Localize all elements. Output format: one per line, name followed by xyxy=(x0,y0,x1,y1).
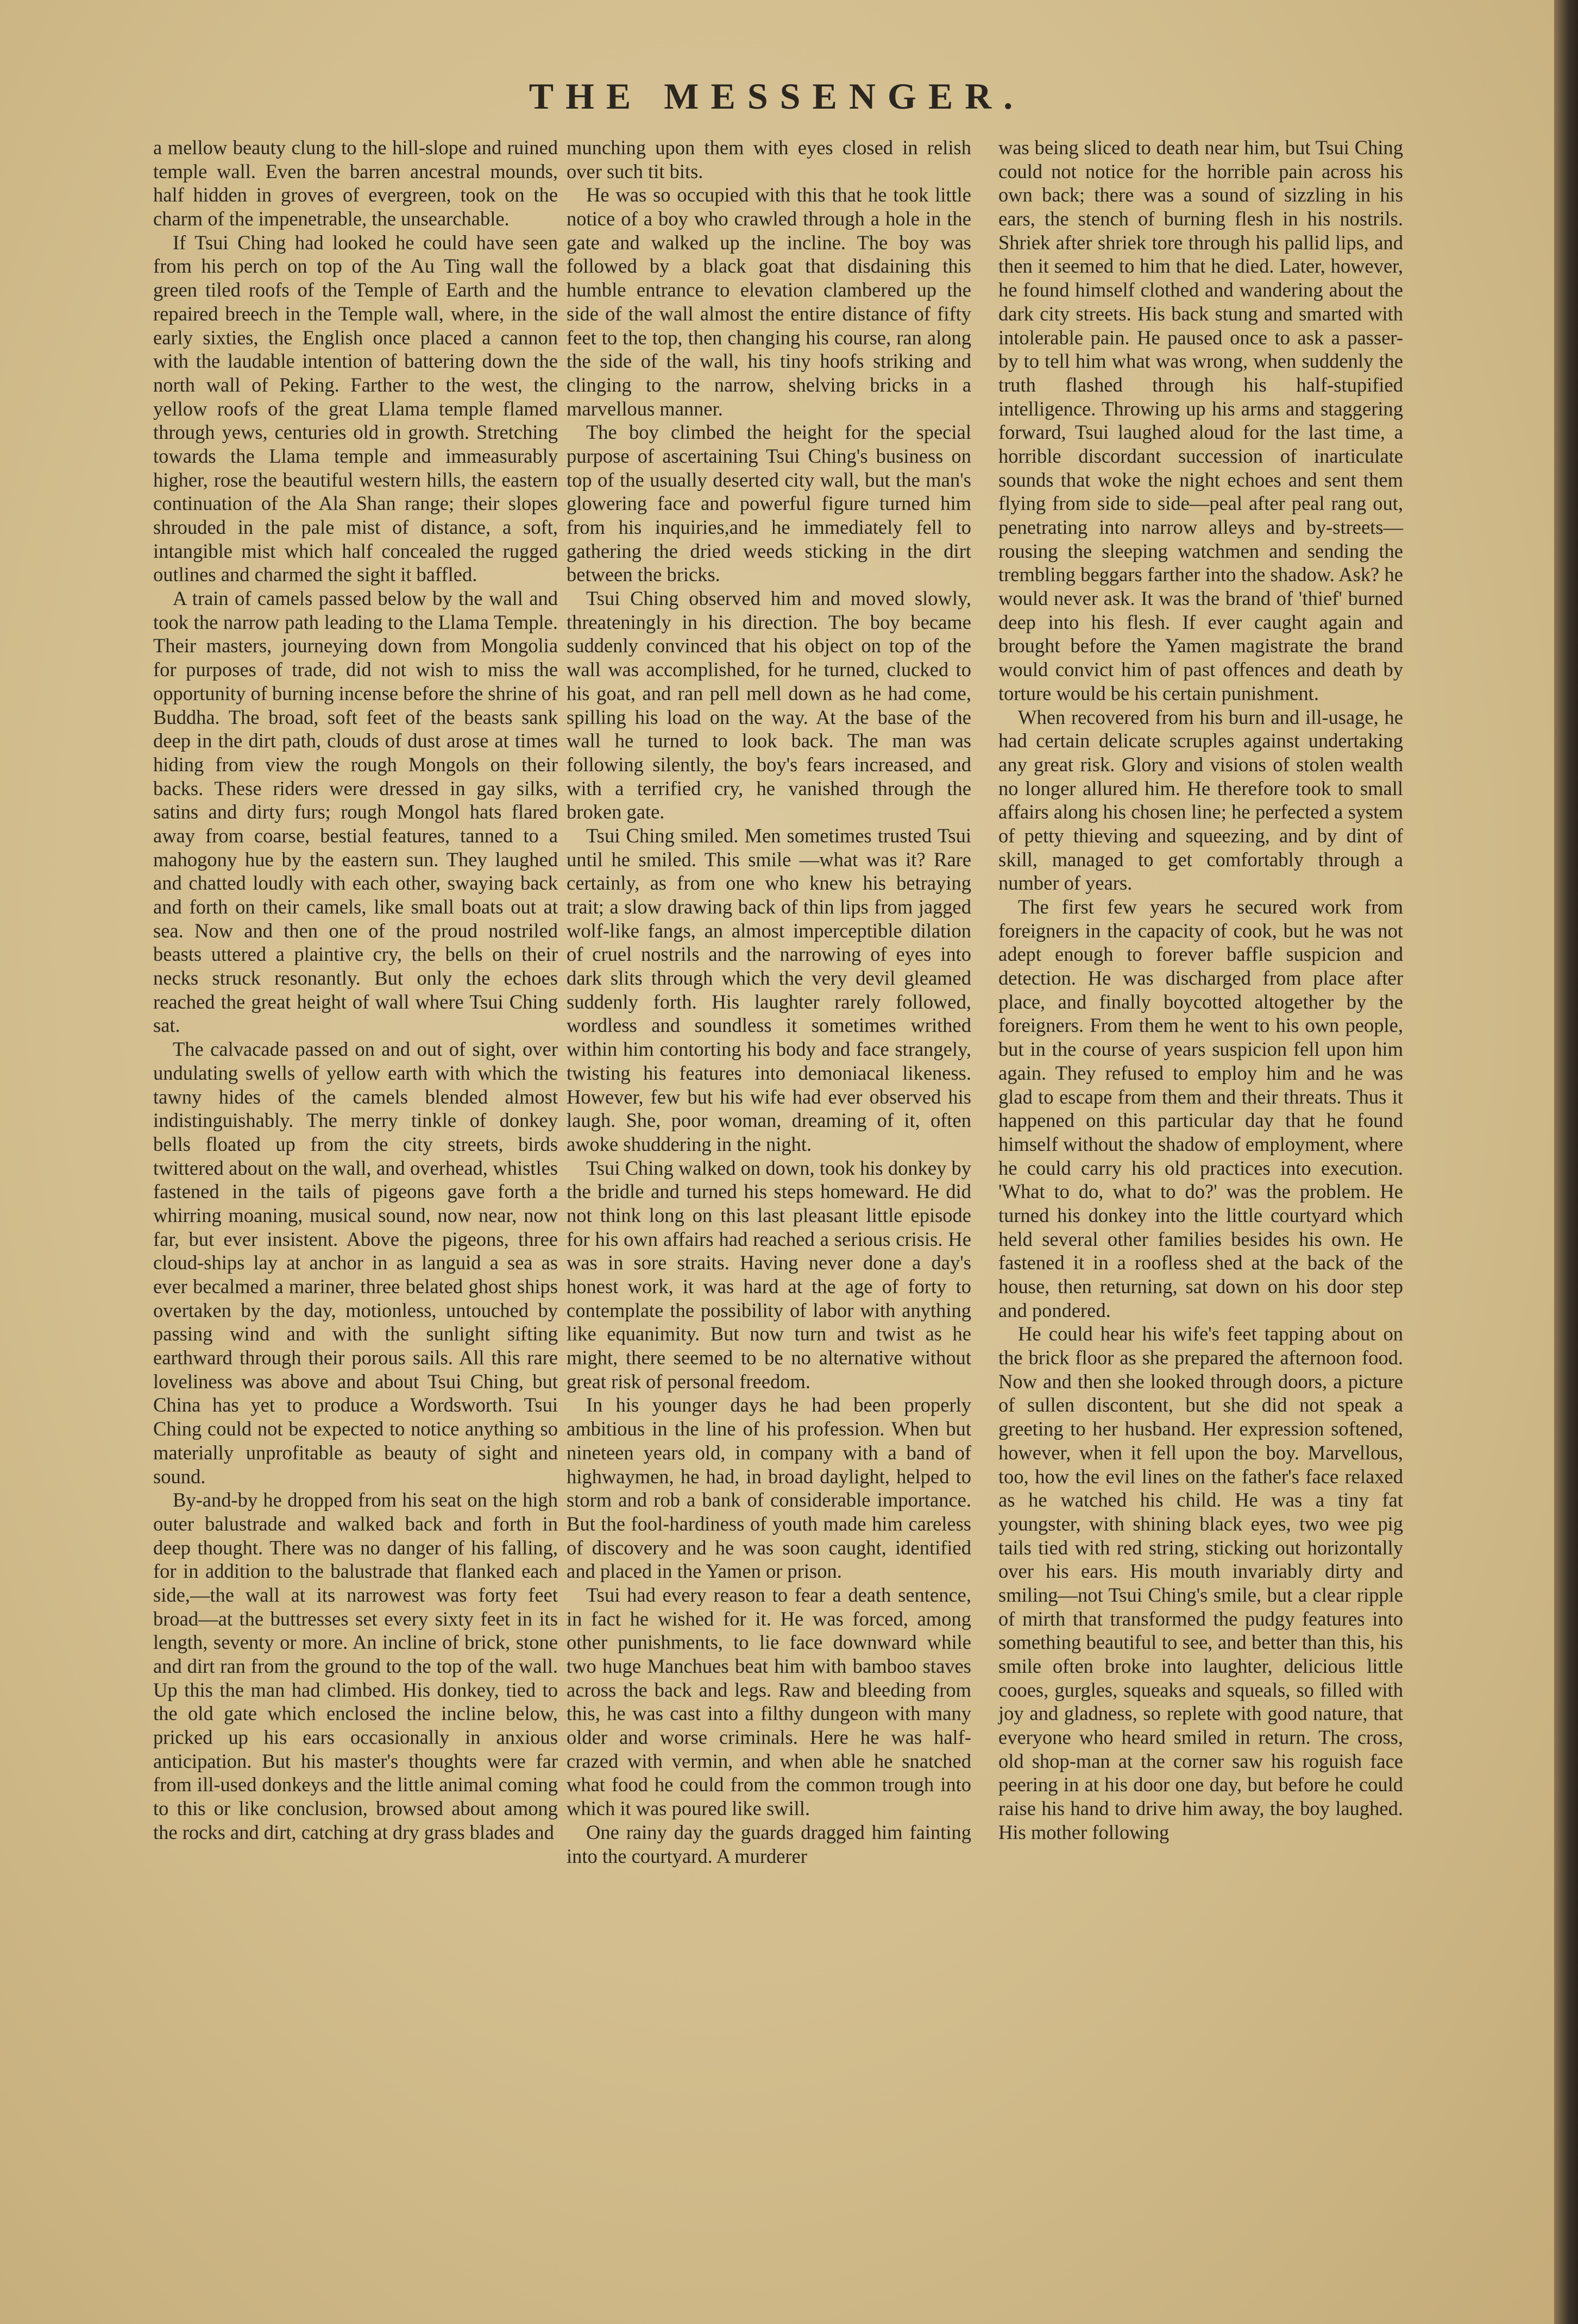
paragraph: The first few years he secured work from foreigners in the capacity of cook, but he was not adept enough to forever baffle suspicion and detection. He was discharged from place after place, and finally boycotted altogether by the foreigners. From them he went to his own people, but in the course of years suspicion fell upon him again. They refused to employ him and he was glad to escape from them and their threats. Thus it happened on this particular day that he found himself without the shadow of employment, where he could carry his old practices into execution. 'What to do, what to do?' was the problem. He turned his donkey into the little courtyard which held several other families besides his own. He fastened it in a roofless shed at the back of the house, then returning, sat down on his door step and pondered. xyxy=(998,896,1403,1321)
paragraph: was being sliced to death near him, but Tsui Ching could not notice for the horrible pain across his own back; there was a sound of sizzling in his ears, the stench of burning flesh in his nostrils. Shriek after shriek tore through his pallid lips, and then it seemed to him that he died. Later, however, he found himself clothed and wandering about the dark city streets. His back stung and smarted with intolerable pain. He paused once to ask a passer-by to tell him what was wrong, when suddenly the truth flashed through his half-stupified intelligence. Throwing up his arms and staggering forward, Tsui laughed aloud for the last time, a horrible discordant succession of inarticulate sounds that woke the night echoes and sent them flying from side to side—peal after peal rang out, penetrating into narrow alleys and by-streets—rousing the sleeping watchmen and sending the trembling beggars farther into the shadow. Ask? he would never ask. It was the brand of 'thief' burned deep into his flesh. If ever caught again and brought before the Yamen magistrate the brand would convict him of past offences and death by torture would be his certain punishment. xyxy=(998,136,1403,704)
paragraph: Tsui had every reason to fear a death sentence, in fact he wished for it. He was forced, among other punishments, to lie face downward while two huge Manchues beat him with bamboo staves across the back and legs. Raw and bleeding from this, he was cast into a filthy dungeon with many older and worse criminals. Here he was half-crazed with vermin, and when able he snatched what food he could from the common trough into which it was poured like swill. xyxy=(567,1583,971,1820)
paragraph: a mellow beauty clung to the hill-slope and ruined temple wall. Even the barren ancestral mounds, half hidden in groves of evergreen, took on the charm of the impenetrable, the unsearchable. xyxy=(153,136,558,230)
paragraph: Tsui Ching smiled. Men sometimes trusted Tsui until he smiled. This smile —what was it? Rare certainly, as from one who knew his betraying trait; a slow drawing back of thin lips from jagged wolf-like fangs, an almost imperceptible dilation of cruel nostrils and the narrowing of eyes into dark slits through which the very devil gleamed suddenly forth. His laughter rarely followed, wordless and soundless it sometimes writhed within him contorting his body and face strangely, twisting his features into demoniacal likeness. However, few but his wife had ever observed his laugh. She, poor woman, dreaming of it, often awoke shuddering in the night. xyxy=(567,824,971,1155)
masthead: THE MESSENGER. xyxy=(529,75,1025,117)
column-3 xyxy=(998,136,1403,1844)
paragraph: Tsui Ching observed him and moved slowly, threateningly in his direction. The boy became suddenly convinced that his object on top of the wall was accomplished, for he turned, clucked to his goat, and ran pell mell down as he had come, spilling his load on the way. At the base of the wall he turned to look back. The man was following silently, the boy's fears increased, and with a terrified cry, he vanished through the broken gate. xyxy=(567,587,971,823)
paragraph: By-and-by he dropped from his seat on the high outer balustrade and walked back and forth in deep thought. There was no danger of his falling, for in addition to the balustrade that flanked each side,—the wall at its narrowest was forty feet broad—at the buttresses set every sixty feet in its length, seventy or more. An incline of brick, stone and dirt ran from the ground to the top of the wall. Up this the man had climbed. His donkey, tied to the old gate which enclosed the incline below, pricked up his ears occasionally in anxious anticipation. But his master's thoughts were far from ill-used donkeys and the little animal coming to this or like conclusion, browsed about among the rocks and dirt, catching at dry grass blades and xyxy=(153,1489,558,1843)
paragraph: munching upon them with eyes closed in relish over such tit bits. xyxy=(567,136,971,182)
column-1 xyxy=(153,136,558,1844)
binding-spine xyxy=(1554,0,1578,2324)
paragraph: The calvacade passed on and out of sight, over undulating swells of yellow earth with which the tawny hides of the camels blended almost indistinguishably. The merry tinkle of donkey bells floated up from the city streets, birds twittered about on the wall, and overhead, whistles fastened in the tails of pigeons gave forth a whirring moaning, musical sound, now near, now far, but ever insistent. Above the pigeons, three cloud-ships lay at anchor in as languid a sea as ever becalmed a mariner, three belated ghost ships overtaken by the day, motionless, untouched by passing wind and with the sunlight sifting earthward through their porous sails. All this rare loveliness was above and about Tsui Ching, but China has yet to produce a Wordsworth. Tsui Ching could not be expected to notice anything so materially unprofitable as beauty of sight and sound. xyxy=(153,1038,558,1488)
paragraph: He could hear his wife's feet tapping about on the brick floor as she prepared the afternoon food. Now and then she looked through doors, a picture of sullen discontent, but she did not speak a greeting to her husband. Her expression softened, however, when it fell upon the boy. Marvellous, too, how the evil lines on the father's face relaxed as he watched his child. He was a tiny fat youngster, with shining black eyes, two wee pig tails tied with red string, sticking out horizontally over his ears. His mouth invariably dirty and smiling—not Tsui Ching's smile, but a clear ripple of mirth that transformed the pudgy features into something beautiful to see, and better than this, his smile often broke into laughter, delicious little cooes, gurgles, squeaks and squeals, so filled with joy and gladness, so replete with good nature, that everyone who heard smiled in return. The cross, old shop-man at the corner saw his roguish face peering in at his door one day, but before he could raise his hand to drive him away, the boy laughed. His mother following xyxy=(998,1322,1403,1843)
paragraph: He was so occupied with this that he took little notice of a boy who crawled through a hole in the gate and walked up the incline. The boy was followed by a black goat that disdaining this humble entrance to elevation clambered up the side of the wall almost the entire distance of fifty feet to the top, then changing his course, ran along the side of the wall, his tiny hoofs striking and clinging to the narrow, shelving bricks in a marvellous manner. xyxy=(567,184,971,420)
column-2 xyxy=(567,136,971,1868)
paragraph: When recovered from his burn and ill-usage, he had certain delicate scruples against undertaking any great risk. Glory and visions of stolen wealth no longer allured him. He therefore took to small affairs along his chosen line; he perfected a system of petty thieving and squeezing, and by dint of skill, managed to get comfortably through a number of years. xyxy=(998,706,1403,895)
paragraph: The boy climbed the height for the special purpose of ascertaining Tsui Ching's business on top of the usually deserted city wall, but the man's glowering face and powerful figure turned him from his inquiries,and he immediately fell to gathering the dried weeds sticking in the dirt between the bricks. xyxy=(567,421,971,586)
paragraph: A train of camels passed below by the wall and took the narrow path leading to the Llama Temple. Their masters, journeying down from Mongolia for purposes of trade, did not wish to miss the opportunity of burning incense before the shrine of Buddha. The broad, soft feet of the beasts sank deep in the dirt path, clouds of dust arose at times hiding from view the rough Mongols on their backs. These riders were dressed in gay silks, satins and dirty furs; rough Mongol hats flared away from coarse, bestial features, tanned to a mahogony hue by the eastern sun. They laughed and chatted loudly with each other, swaying back and forth on their camels, like small boats out at sea. Now and then one of the proud nostriled beasts uttered a plaintive cry, the bells on their necks struck resonantly. But only the echoes reached the great height of wall where Tsui Ching sat. xyxy=(153,587,558,1037)
paragraph: Tsui Ching walked on down, took his donkey by the bridle and turned his steps homeward. He did not think long on this last pleasant little episode for his own affairs had reached a serious crisis. He was in sore straits. Having never done a day's honest work, it was hard at the age of forty to contemplate the possibility of labor with anything like equanimity. But now turn and twist as he might, there seemed to be no alternative without great risk of personal freedom. xyxy=(567,1156,971,1393)
paragraph: In his younger days he had been properly ambitious in the line of his profession. When but nineteen years old, in company with a band of highwaymen, he had, in broad daylight, helped to storm and rob a bank of considerable importance. But the fool-hardiness of youth made him careless of discovery and he was soon caught, identified and placed in the Yamen or prison. xyxy=(567,1394,971,1583)
paragraph: If Tsui Ching had looked he could have seen from his perch on top of the Au Ting wall the green tiled roofs of the Temple of Earth and the repaired breech in the Temple wall, where, in the early sixties, the English once placed a cannon with the laudable intention of battering down the north wall of Peking. Farther to the west, the yellow roofs of the great Llama temple flamed through yews, centuries old in growth. Stretching towards the Llama temple and immeasurably higher, rose the beautiful western hills, the eastern continuation of the Ala Shan range; their slopes shrouded in the pale mist of distance, a soft, intangible mist which half concealed the rugged outlines and charmed the sight it baffled. xyxy=(153,231,558,586)
paragraph: One rainy day the guards dragged him fainting into the courtyard. A murderer xyxy=(567,1821,971,1867)
